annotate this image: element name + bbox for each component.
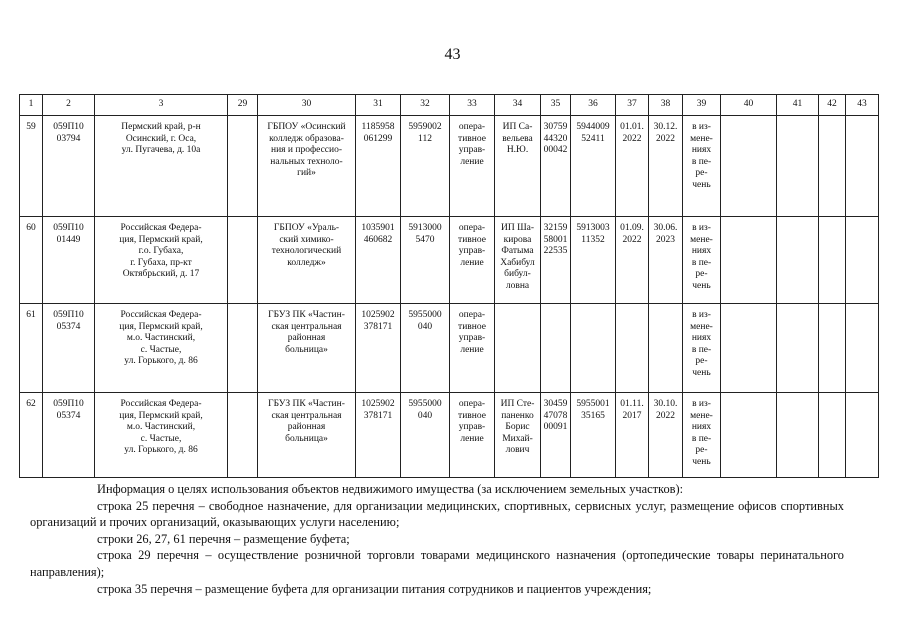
table-cell bbox=[721, 217, 777, 304]
table-cell bbox=[228, 217, 258, 304]
table-cell bbox=[819, 217, 846, 304]
note-item: строка 35 перечня – размещение буфета для организации питания сотрудников и пациентов учреждения; bbox=[97, 581, 652, 596]
row-number: 61 bbox=[20, 304, 43, 393]
address-cell: Российская Федера- ция, Пермский край, г.о. Губаха, г. Губаха, пр-кт Октябрьский, д. 17 bbox=[95, 217, 228, 304]
table-cell bbox=[228, 304, 258, 393]
status-cell: в из- мене- ниях в пе- ре- чень bbox=[683, 116, 721, 217]
tenant-inn-cell: 5944009 52411 bbox=[571, 116, 616, 217]
registry-number: 059П10 03794 bbox=[43, 116, 95, 217]
tenant-inn-cell: 5913003 11352 bbox=[571, 217, 616, 304]
table-row bbox=[20, 393, 879, 478]
tenant-name-cell: ИП Сте- паненко Борис Михай- лович bbox=[495, 393, 541, 478]
table-cell bbox=[721, 116, 777, 217]
table-cell bbox=[777, 116, 819, 217]
page-number: 43 bbox=[444, 46, 461, 63]
table-cell bbox=[819, 393, 846, 478]
right-type-cell: опера- тивное управ- ление bbox=[450, 116, 495, 217]
status-cell: в из- мене- ниях в пе- ре- чень bbox=[683, 393, 721, 478]
table-cell bbox=[228, 393, 258, 478]
column-header: 43 bbox=[846, 95, 879, 116]
table-cell bbox=[721, 393, 777, 478]
inn-cell: 5913000 5470 bbox=[401, 217, 450, 304]
status-cell: в из- мене- ниях в пе- ре- чень bbox=[683, 217, 721, 304]
table-cell bbox=[777, 217, 819, 304]
row-number: 60 bbox=[20, 217, 43, 304]
holder-name-cell: ГБПОУ «Ураль- ский химико- технологический колледж» bbox=[258, 217, 356, 304]
column-header: 35 bbox=[541, 95, 571, 116]
column-header: 40 bbox=[721, 95, 777, 116]
ogrn-cell: 1035901 460682 bbox=[356, 217, 401, 304]
tenant-ogrn-cell: 30459 47078 00091 bbox=[541, 393, 571, 478]
start-date-cell: 01.09. 2022 bbox=[616, 217, 649, 304]
tenant-inn-cell bbox=[571, 304, 616, 393]
end-date-cell bbox=[649, 304, 683, 393]
registry-number: 059П10 05374 bbox=[43, 304, 95, 393]
holder-name-cell: ГБУЗ ПК «Частин- ская центральная районная больница» bbox=[258, 393, 356, 478]
column-header: 2 bbox=[43, 95, 95, 116]
column-header: 41 bbox=[777, 95, 819, 116]
table-cell bbox=[819, 304, 846, 393]
inn-cell: 5955000 040 bbox=[401, 393, 450, 478]
note-item: строки 26, 27, 61 перечня – размещение буфета; bbox=[97, 531, 350, 546]
end-date-cell: 30.12. 2022 bbox=[649, 116, 683, 217]
inn-cell: 5955000 040 bbox=[401, 304, 450, 393]
start-date-cell: 01.01. 2022 bbox=[616, 116, 649, 217]
column-header: 29 bbox=[228, 95, 258, 116]
ogrn-cell: 1025902 378171 bbox=[356, 393, 401, 478]
row-number: 62 bbox=[20, 393, 43, 478]
column-header: 36 bbox=[571, 95, 616, 116]
column-header: 37 bbox=[616, 95, 649, 116]
right-type-cell: опера- тивное управ- ление bbox=[450, 217, 495, 304]
end-date-cell: 30.10. 2022 bbox=[649, 393, 683, 478]
header-row bbox=[20, 95, 879, 116]
column-header: 33 bbox=[450, 95, 495, 116]
address-cell: Российская Федера- ция, Пермский край, м.о. Частинский, с. Частые, ул. Горького, д. 86 bbox=[95, 304, 228, 393]
column-header: 3 bbox=[95, 95, 228, 116]
column-header: 38 bbox=[649, 95, 683, 116]
address-cell: Пермский край, р-н Осинский, г. Оса, ул. Пугачева, д. 10а bbox=[95, 116, 228, 217]
table-row bbox=[20, 304, 879, 393]
table-cell bbox=[819, 116, 846, 217]
tenant-name-cell: ИП Ша- кирова Фатыма Хабибул бибул- ловна bbox=[495, 217, 541, 304]
column-header: 42 bbox=[819, 95, 846, 116]
tenant-name-cell: ИП Са- вельева Н.Ю. bbox=[495, 116, 541, 217]
table-cell bbox=[777, 393, 819, 478]
note-item: строка 25 перечня – свободное назначение, для организации медицинских, спортивных, сервисных услуг, размещение офисов спортивных организаций и прочих организаций, оказывающих услуги населению; bbox=[30, 498, 844, 530]
note-item: строка 29 перечня – осуществление розничной торговли товарами медицинского назначения (ортопедические товары перинатального направления); bbox=[30, 548, 844, 579]
tenant-ogrn-cell: 32159 58001 22535 bbox=[541, 217, 571, 304]
tenant-ogrn-cell bbox=[541, 304, 571, 393]
notes-intro: Информация о целях использования объектов недвижимого имущества (за исключением земельных участков): bbox=[97, 482, 684, 496]
column-header: 34 bbox=[495, 95, 541, 116]
holder-name-cell: ГБУЗ ПК «Частин- ская центральная районная больница» bbox=[258, 304, 356, 393]
address-cell: Российская Федера- ция, Пермский край, м.о. Частинский, с. Частые, ул. Горького, д. 86 bbox=[95, 393, 228, 478]
column-header: 32 bbox=[401, 95, 450, 116]
inn-cell: 5959002 112 bbox=[401, 116, 450, 217]
holder-name-cell: ГБПОУ «Осинский колледж образова- ния и профессио- нальных техноло- гий» bbox=[258, 116, 356, 217]
registry-number: 059П10 01449 bbox=[43, 217, 95, 304]
table-cell bbox=[228, 116, 258, 217]
ogrn-cell: 1185958 061299 bbox=[356, 116, 401, 217]
end-date-cell: 30.06. 2023 bbox=[649, 217, 683, 304]
table-cell bbox=[846, 116, 879, 217]
table-row bbox=[20, 116, 879, 217]
status-cell: в из- мене- ниях в пе- ре- чень bbox=[683, 304, 721, 393]
ogrn-cell: 1025902 378171 bbox=[356, 304, 401, 393]
table-row bbox=[20, 217, 879, 304]
table-cell bbox=[846, 393, 879, 478]
table-cell bbox=[846, 217, 879, 304]
start-date-cell bbox=[616, 304, 649, 393]
column-header: 1 bbox=[20, 95, 43, 116]
start-date-cell: 01.11. 2017 bbox=[616, 393, 649, 478]
tenant-ogrn-cell: 30759 44320 00042 bbox=[541, 116, 571, 217]
table-cell bbox=[777, 304, 819, 393]
notes-section bbox=[30, 481, 844, 597]
registry-number: 059П10 05374 bbox=[43, 393, 95, 478]
right-type-cell: опера- тивное управ- ление bbox=[450, 304, 495, 393]
right-type-cell: опера- тивное управ- ление bbox=[450, 393, 495, 478]
tenant-name-cell bbox=[495, 304, 541, 393]
column-header: 39 bbox=[683, 95, 721, 116]
table-cell bbox=[846, 304, 879, 393]
property-register-table bbox=[19, 94, 879, 478]
row-number: 59 bbox=[20, 116, 43, 217]
tenant-inn-cell: 5955001 35165 bbox=[571, 393, 616, 478]
column-header: 31 bbox=[356, 95, 401, 116]
table-cell bbox=[721, 304, 777, 393]
column-header: 30 bbox=[258, 95, 356, 116]
